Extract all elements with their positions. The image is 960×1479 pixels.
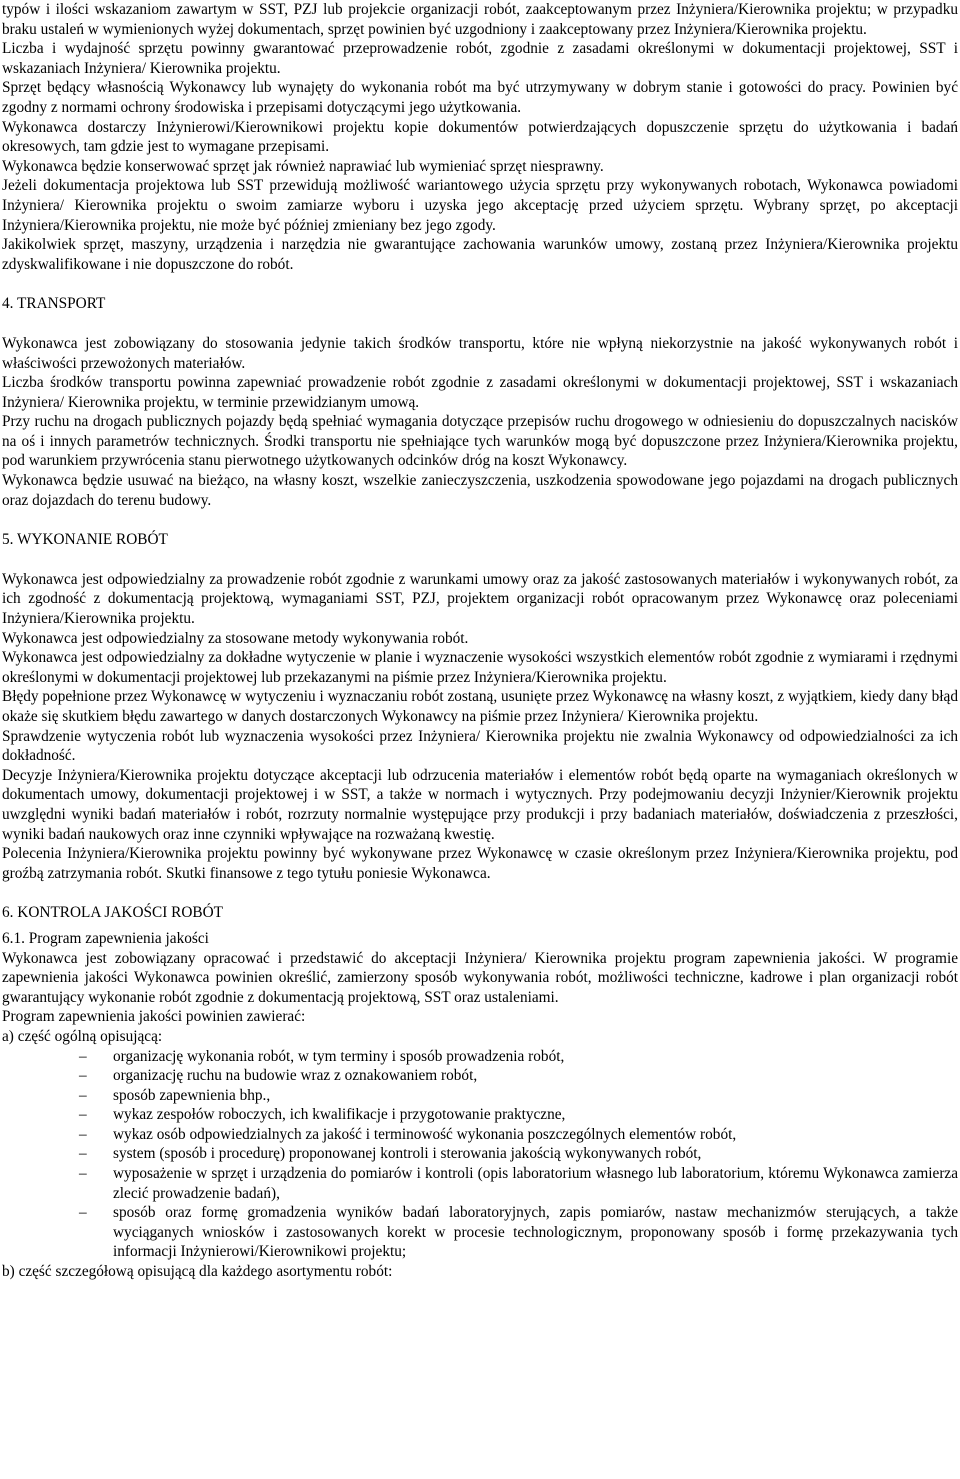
execution-paragraph-1: Wykonawca jest odpowiedzialny za prowadzenie robót zgodnie z warunkami umowy oraz za jakość zastosowanych materiałów i wykonywanych robót, za ich zgodność z dokumentacją projektową, wymaganiami SST, PZJ, projektem organizacji robót opracowanym przez Wykonawcę oraz poleceniami Inżyniera/Kierownika projektu. [2,570,958,628]
list-item [2,1144,958,1164]
part-b-label: b) część szczegółową opisującą dla każdego asortymentu robót: [2,1263,393,1281]
list-item [2,1047,958,1067]
list-item-text: wykaz osób odpowiedzialnych za jakość i terminowość wykonania poszczególnych elementów robót, [113,1125,737,1143]
dash-bullet: – [79,1125,87,1143]
transport-paragraph-3: Przy ruchu na drogach publicznych pojazdy będą spełniać wymagania dotyczące przepisów ruchu drogowego w odniesieniu do dopuszczalnych nacisków na oś i innych parametrów technicznych. Środki transportu nie spełniające tych warunków mogą być dopuszczone przez Inżyniera/Kierownika projektu, pod warunkiem przywrócenia stanu pierwotnego użytkowanych odcinków dróg na koszt Wykonawcy. [2,413,958,470]
list-item-text: wyposażenie w sprzęt i urządzenia do pomiarów i kontroli (opis laboratorium własnego lub laboratorium, któremu Wykonawca zamierza zlecić prowadzenie badań), [113,1165,958,1202]
execution-paragraph-2: Wykonawca jest odpowiedzialny za stosowane metody wykonywania robót. [2,629,469,647]
part-a-label: a) część ogólną opisującą: [2,1027,163,1045]
execution-paragraph-5: Sprawdzenie wytyczenia robót lub wyznaczenia wysokości przez Inżyniera/ Kierownika projektu nie zwalnia Wykonawcy od odpowiedzialności za ich dokładność. [2,727,958,765]
dash-bullet: – [79,1145,87,1163]
list-item [2,1086,958,1106]
transport-paragraph-2: Liczba środków transportu powinna zapewniać prowadzenie robót zgodnie z zasadami określonymi w dokumentacji projektowej, SST i wskazaniach Inżyniera/ Kierownika projektu, w terminie przewidzianym umową. [2,374,958,411]
quality-section [2,903,958,1281]
list-item-text: organizację ruchu na budowie wraz z oznakowaniem robót, [113,1067,478,1085]
transport-paragraph-1: Wykonawca jest zobowiązany do stosowania jedynie takich środków transportu, które nie wpłyną niekorzystnie na jakość wykonywanych robót i właściwości przewożonych materiałów. [2,334,958,372]
transport-heading: 4. TRANSPORT [2,295,106,313]
equipment-paragraph-3: Sprzęt będący własnością Wykonawcy lub wynajęty do wykonania robót ma być utrzymywany w dobrym stanie i gotowości do pracy. Powinien być zgodny z normami ochrony środowiska i przepisami dotyczącymi jego użytkowania. [2,79,958,116]
transport-section [2,294,958,510]
quality-subheading: 6.1. Program zapewnienia jakości [2,929,209,947]
part-a-list [2,1047,958,1263]
list-item [2,1066,958,1086]
list-item [2,1105,958,1125]
equipment-paragraph-2: Liczba i wydajność sprzętu powinny gwarantować przeprowadzenie robót, zgodnie z zasadami określonymi w dokumentacji projektowej, SST i wskazaniach Inżyniera/ Kierownika projektu. [2,40,958,77]
execution-paragraph-4: Błędy popełnione przez Wykonawcę w wytyczeniu i wyznaczaniu robót zostaną, usunięte przez Wykonawcę na własny koszt, z wyjątkiem, kiedy dany błąd okaże się skutkiem błędu zawartego w danych dostarczonych Wykonawcy na piśmie przez Inżyniera/ Kierownika projektu. [2,688,958,725]
list-item-text: sposób zapewnienia bhp., [113,1086,271,1104]
equipment-paragraph-7: Jakikolwiek sprzęt, maszyny, urządzenia i narzędzia nie gwarantujące zachowania warunków umowy, zostaną przez Inżyniera/Kierownika projektu zdyskwalifikowane i nie dopuszczone do robót. [2,236,958,273]
list-item-text: system (sposób i procedurę) proponowanej kontroli i sterowania jakością wykonywanych robót, [113,1145,702,1163]
list-item [2,1164,958,1203]
execution-paragraph-6: Decyzje Inżyniera/Kierownika projektu dotyczące akceptacji lub odrzucenia materiałów i elementów robót będą oparte na wymaganiach określonych w dokumentach umowy, dokumentacji projektowej i w SST, a także w normach i wytycznych. Przy podejmowaniu decyzji Inżynier/Kierownik projektu uwzględni wyniki badań materiałów i robót, rozrzuty normalnie występujące przy produkcji i przy badaniach materiałów, doświadczenia z przeszłości, wyniki badań naukowych oraz inne czynniki wpływające na rozważaną kwestię. [2,766,958,843]
dash-bullet: – [79,1067,87,1085]
dash-bullet: – [79,1165,87,1183]
list-item-text: wykaz zespołów roboczych, ich kwalifikacje i przygotowanie praktyczne, [113,1106,566,1124]
quality-paragraph-2: Program zapewnienia jakości powinien zawierać: [2,1008,306,1026]
equipment-paragraph-6: Jeżeli dokumentacja projektowa lub SST przewidują możliwość wariantowego użycia sprzętu przy wykonywanych robotach, Wykonawca powiadomi Inżyniera/ Kierownika projektu o swoim zamiarze wyboru i uzyska jego akceptację przed użyciem sprzętu. Wybrany sprzęt, po akceptacji Inżyniera/Kierownika projektu, nie może być później zmieniany bez jego zgody. [2,177,958,234]
dash-bullet: – [79,1086,87,1104]
equipment-paragraph-5: Wykonawca będzie konserwować sprzęt jak również naprawiać lub wymieniać sprzęt niesprawny. [2,157,604,175]
dash-bullet: – [79,1106,87,1124]
execution-heading: 5. WYKONANIE ROBÓT [2,531,168,549]
equipment-paragraph-4: Wykonawca dostarczy Inżynierowi/Kierownikowi projektu kopie dokumentów potwierdzających dopuszczenie sprzętu do użytkowania i badań okresowych, tam gdzie jest to wymagane przepisami. [2,118,958,156]
transport-paragraph-4: Wykonawca będzie usuwać na bieżąco, na własny koszt, wszelkie zanieczyszczenia, uszkodzenia spowodowane jego pojazdami na drogach publicznych oraz dojazdach do terenu budowy. [2,472,958,509]
equipment-section [2,0,958,274]
list-item-text: organizację wykonania robót, w tym terminy i sposób prowadzenia robót, [113,1047,565,1065]
quality-paragraph-1: Wykonawca jest zobowiązany opracować i przedstawić do akceptacji Inżyniera/ Kierownika projektu program zapewnienia jakości. W programie zapewnienia jakości Wykonawca powinien określić, zamierzony sposób wykonywania robót, możliwości techniczne, kadrowe i plan organizacji robót gwarantujący wykonanie robót zgodnie z dokumentacją projektową, SST oraz ustaleniami. [2,949,958,1006]
list-item [2,1203,958,1262]
list-item-text: sposób oraz formę gromadzenia wyników badań laboratoryjnych, zapis pomiarów, nastaw mechanizmów sterujących, a także wyciąganych wniosków i zastosowanych korekt w procesie technologicznym, proponowany sposób i formę przekazywania tych informacji Inżynierowi/Kierownikowi projektu; [113,1204,958,1261]
execution-paragraph-7: Polecenia Inżyniera/Kierownika projektu powinny być wykonywane przez Wykonawcę w czasie określonym przez Inżyniera/Kierownika projektu, pod groźbą zatrzymania robót. Skutki finansowe z tego tytułu poniesie Wykonawca. [2,845,958,882]
execution-section [2,530,958,883]
equipment-paragraph-1: typów i ilości wskazaniom zawartym w SST, PZJ lub projekcie organizacji robót, zaakceptowanym przez Inżyniera/Kierownika projektu; w przypadku braku ustaleń w wymienionych wyżej dokumentach, sprzęt powinien być uzgodniony i zaakceptowany przez Inżyniera/Kierownika projektu. [2,1,958,38]
execution-paragraph-3: Wykonawca jest odpowiedzialny za dokładne wytyczenie w planie i wyznaczenie wysokości wszystkich elementów robót zgodnie z wymiarami i rzędnymi określonymi w dokumentacji projektowej lub przekazanymi na piśmie przez Inżyniera/Kierownika projektu. [2,649,958,686]
dash-bullet: – [79,1204,87,1222]
quality-heading: 6. KONTROLA JAKOŚCI ROBÓT [2,904,223,922]
list-item [2,1125,958,1145]
dash-bullet: – [79,1047,87,1065]
